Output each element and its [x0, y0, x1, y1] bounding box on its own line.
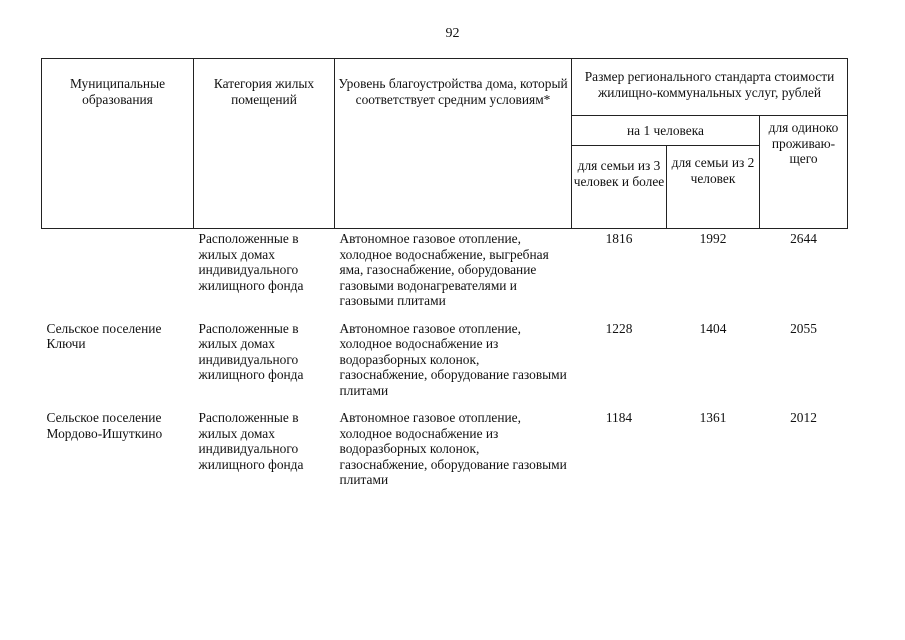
cell-municipality: Сельское поселение Мордово-Ишуткино: [46, 410, 163, 441]
cell-family3: 1816: [605, 231, 633, 246]
cell-municipality: [42, 229, 194, 317]
cell-family2: 1992: [699, 231, 727, 246]
table-row: [42, 229, 848, 317]
table-row: [42, 406, 848, 496]
header-level: Уровень благоустройства дома, который соответствует средним условиям*: [335, 59, 572, 229]
tariff-table: [41, 58, 848, 496]
cell-level: Автономное газовое отопление, холодное водоснабжение из водоразборных колонок, газоснабжение, оборудование газовыми плитами: [339, 410, 567, 487]
cell-family3: 1228: [605, 320, 633, 336]
cell-level: Автономное газовое отопление, холодное водоснабжение, выгребная яма, газоснабжение, оборудование газовыми водонагревателями и газовыми плитами: [339, 231, 549, 308]
cell-level: Автономное газовое отопление, холодное водоснабжение из водоразборных колонок, газоснабжение, оборудование газовыми плитами: [339, 320, 567, 398]
header-category: Категория жилых помещений: [194, 59, 335, 229]
header-family3: для семьи из 3 человек и более: [572, 146, 667, 229]
cell-category: Расположенные в жилых домах индивидуального жилищного фонда: [198, 231, 304, 293]
cell-single: 2055: [790, 320, 817, 336]
page-number: 92: [445, 26, 460, 41]
cell-category: Расположенные в жилых домах индивидуального жилищного фонда: [198, 320, 304, 382]
table-header: [42, 59, 848, 229]
cell-category: Расположенные в жилых домах индивидуального жилищного фонда: [198, 410, 304, 472]
header-municipal: Муниципальные образования: [42, 59, 194, 229]
cell-family3: 1184: [605, 410, 633, 425]
header-family2: для семьи из 2 человек: [667, 146, 760, 229]
cell-family2: 1404: [699, 320, 727, 336]
header-standard-size: Размер регионального стандарта стоимости жилищно-коммунальных услуг, рублей: [572, 59, 848, 116]
cell-family2: 1361: [699, 410, 727, 425]
header-single: для одиноко проживаю-щего: [760, 116, 848, 229]
header-per-person: на 1 человека: [572, 116, 760, 146]
cell-municipality: Сельское поселение Ключи: [46, 320, 162, 351]
table-body: [42, 229, 848, 496]
cell-single: 2644: [790, 231, 817, 246]
cell-single: 2012: [790, 410, 817, 425]
table-row: [42, 317, 848, 407]
